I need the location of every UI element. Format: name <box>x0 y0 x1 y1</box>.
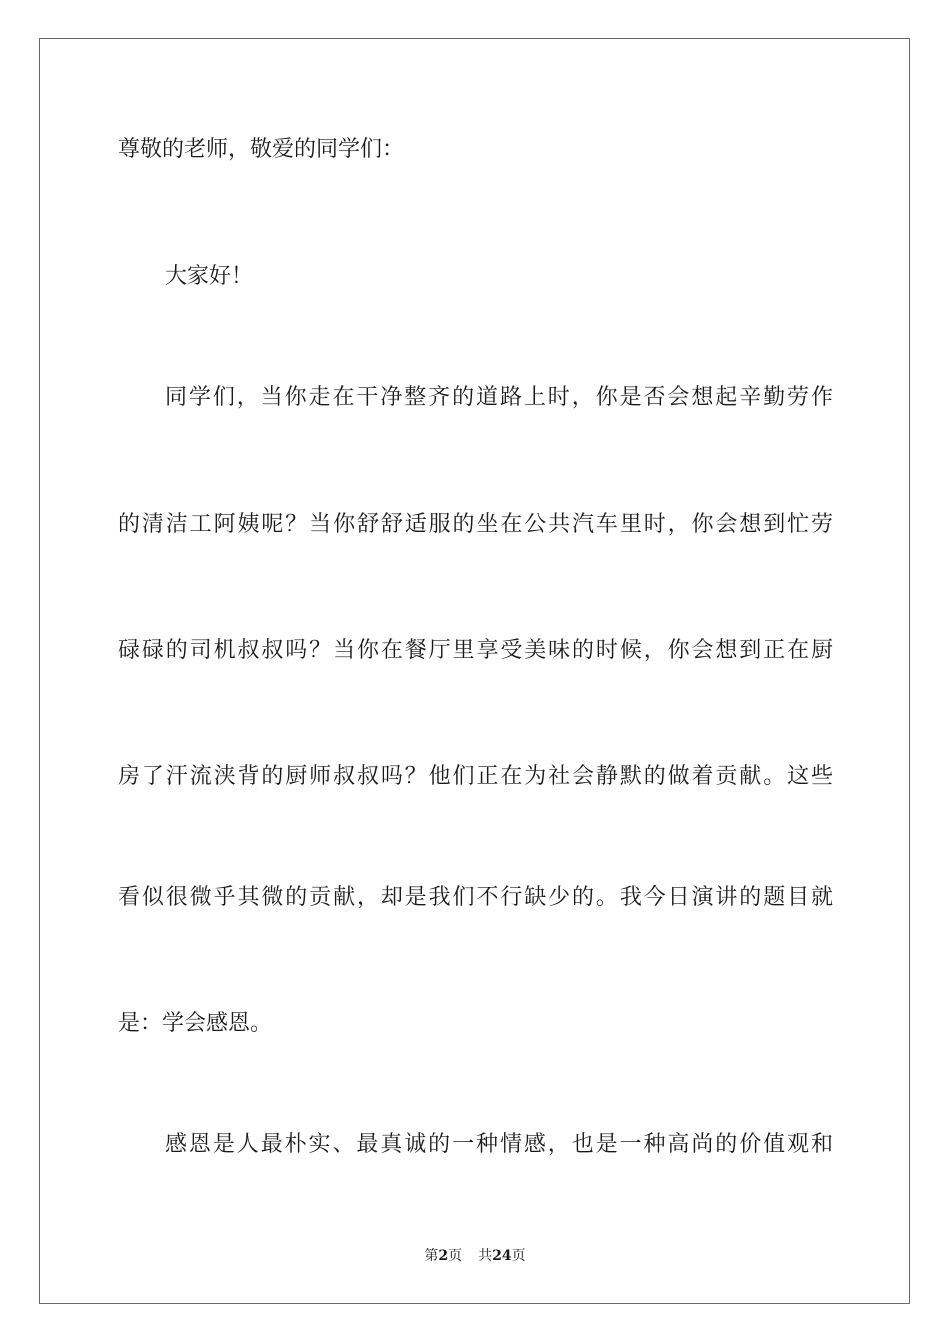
salutation-line: 尊敬的老师，敬爱的同学们： <box>118 137 405 162</box>
footer-page-number: 2 <box>438 1248 449 1264</box>
footer-page-prefix: 第 <box>424 1248 439 1264</box>
paragraph-2-line-1: 感恩是人最朴实、最真诚的一种情感，也是一种高尚的价值观和 <box>165 1132 833 1157</box>
footer-page-suffix: 页 <box>448 1248 463 1264</box>
paragraph-1-line-1: 同学们，当你走在干净整齐的道路上时，你是否会想起辛勤劳作 <box>165 385 833 410</box>
paragraph-1-line-3: 碌碌的司机叔叔吗？当你在餐厅里享受美味的时候，你会想到正在厨 <box>118 638 833 663</box>
footer-total-prefix: 共 <box>478 1248 493 1264</box>
footer-total-suffix: 页 <box>511 1248 526 1264</box>
paragraph-1-line-4: 房了汗流浃背的厨师叔叔吗？他们正在为社会静默的做着贡献。这些 <box>118 764 833 789</box>
paragraph-1-line-5: 看似很微乎其微的贡献，却是我们不行缺少的。我今日演讲的题目就 <box>118 885 833 910</box>
page-footer <box>0 1247 950 1265</box>
footer-total-pages: 24 <box>492 1248 512 1264</box>
page-frame <box>39 38 910 1304</box>
paragraph-1-line-6: 是：学会感恩。 <box>118 1011 273 1036</box>
paragraph-1-line-2: 的清洁工阿姨呢？当你舒舒适服的坐在公共汽车里时，你会想到忙劳 <box>118 512 833 537</box>
greeting-line: 大家好！ <box>165 264 254 289</box>
